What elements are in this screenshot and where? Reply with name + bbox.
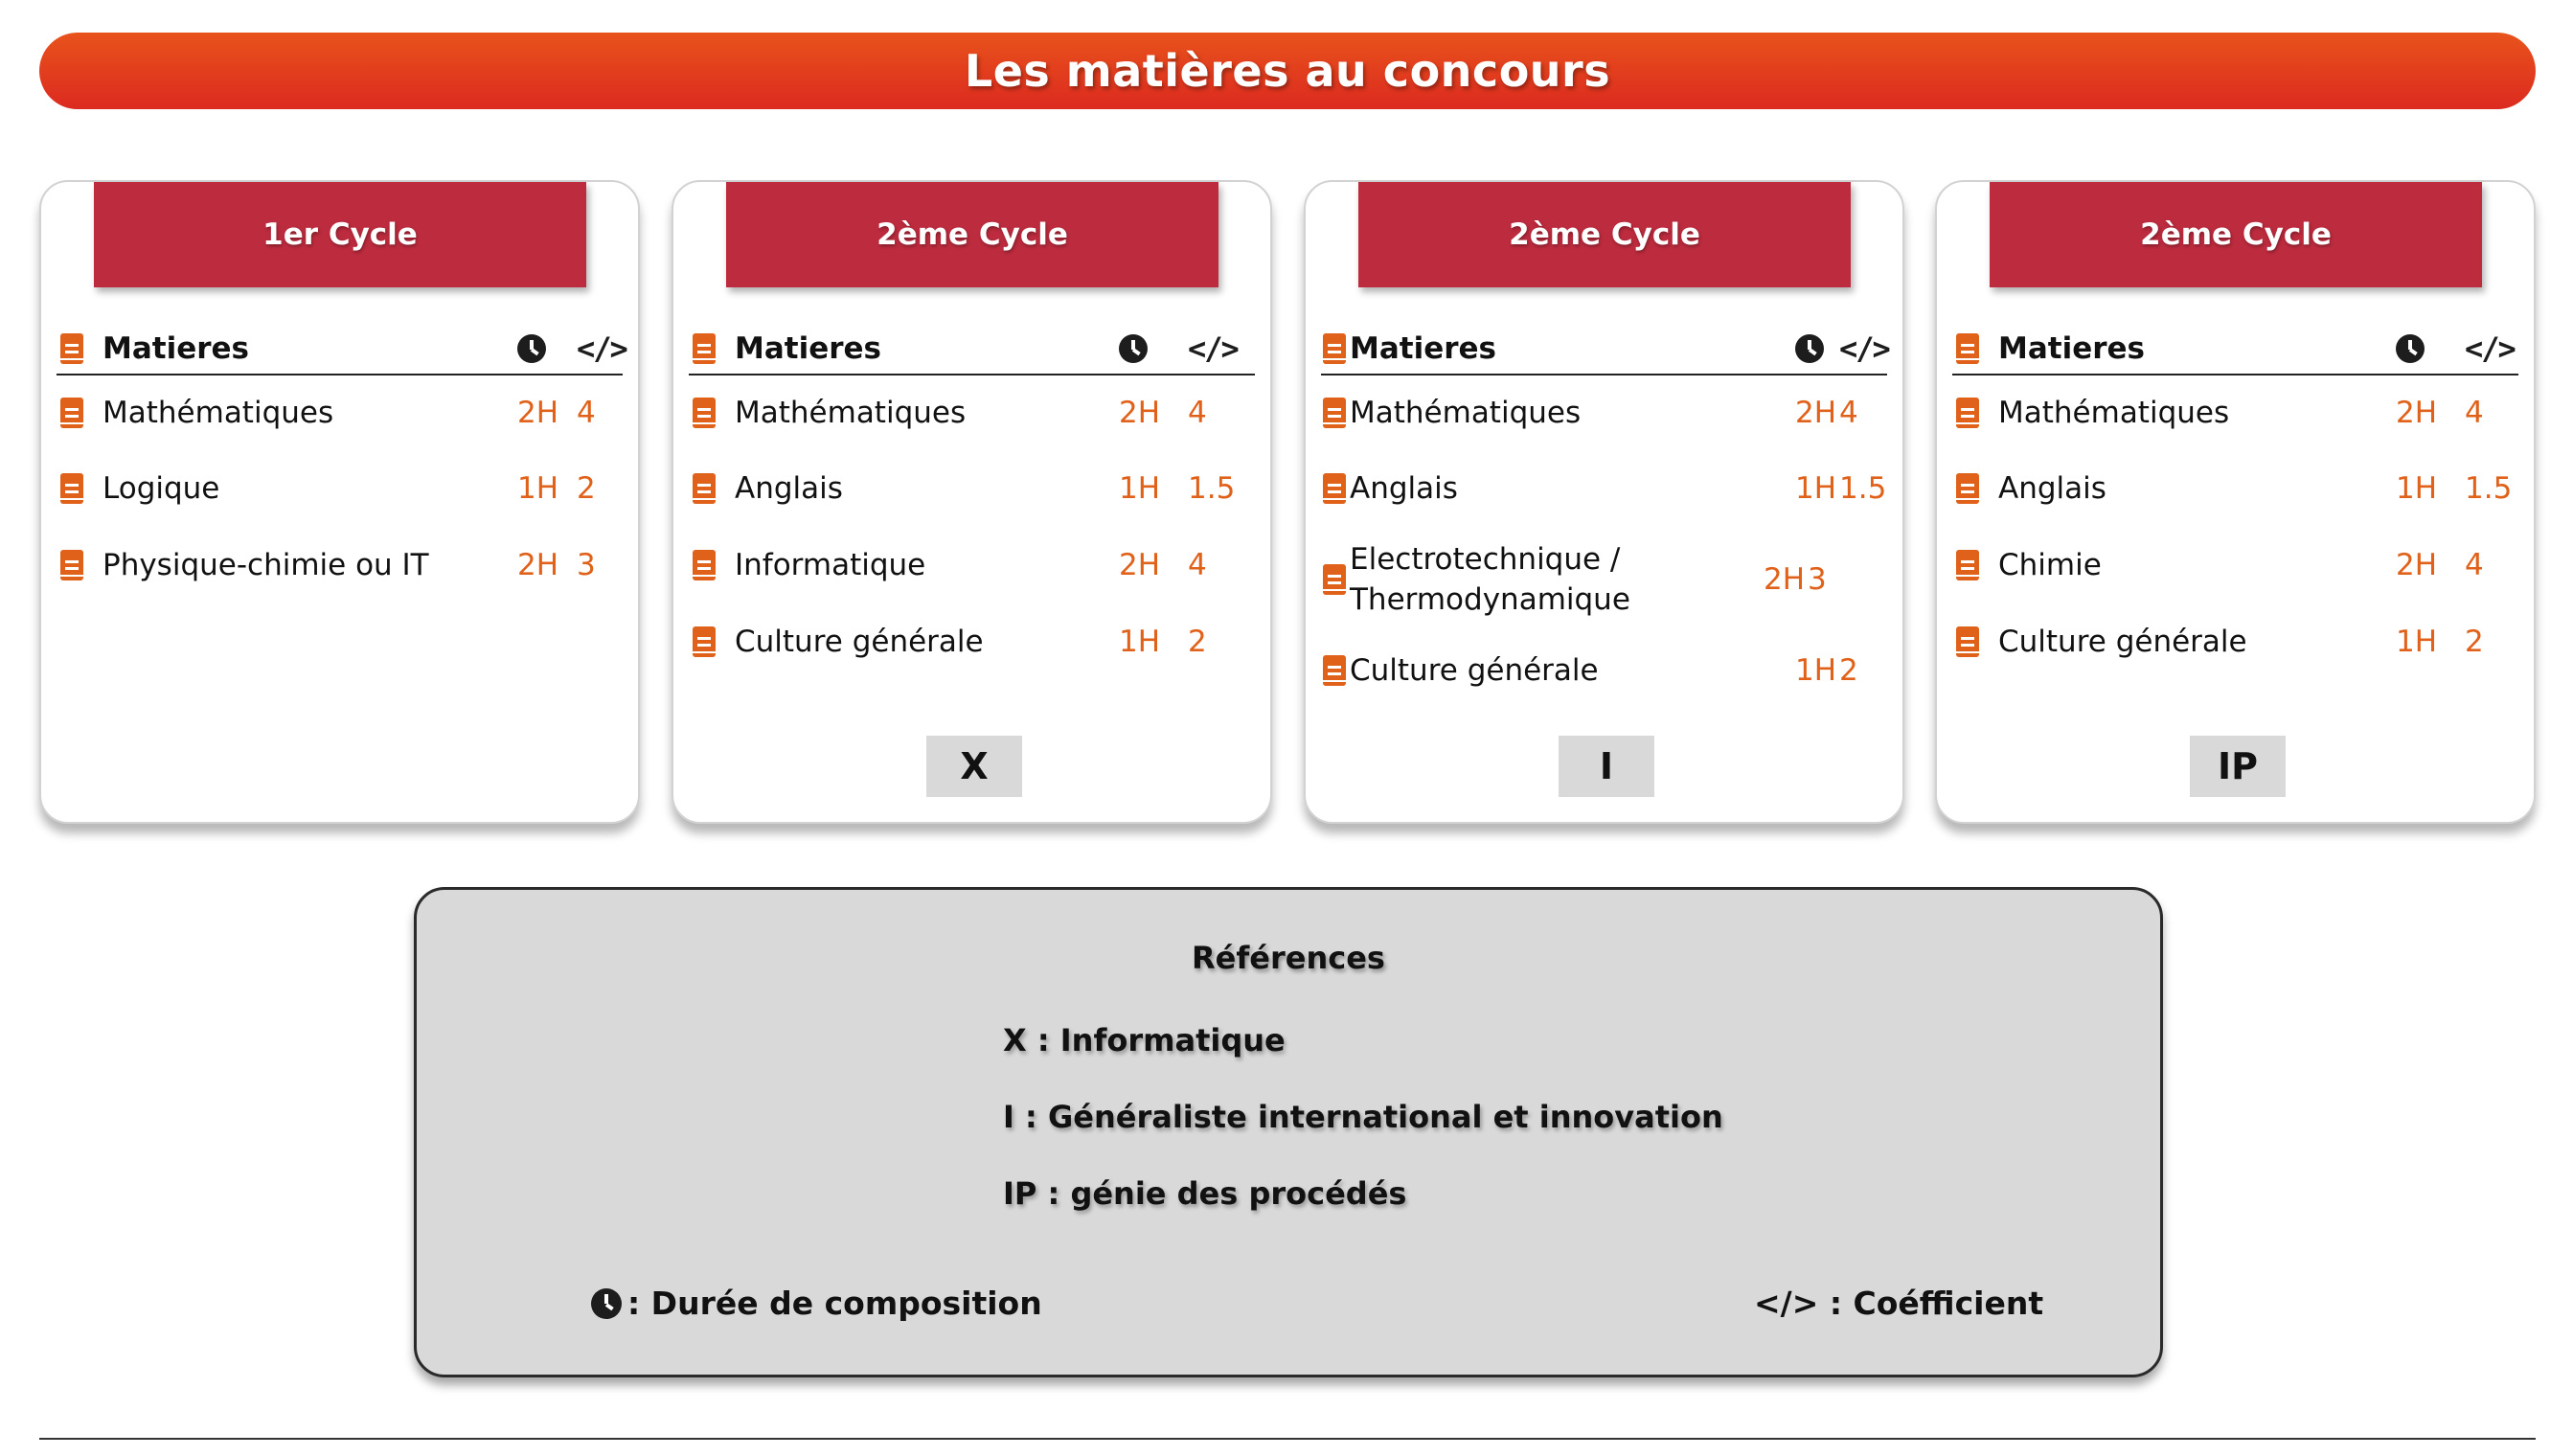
coefficient-value: 1.5 [2465, 471, 2513, 506]
table-row [57, 450, 623, 527]
duration-value: 1H [517, 471, 559, 506]
duration-value: 1H [1795, 471, 1837, 506]
table-row [1321, 450, 1887, 527]
subjects-table [1321, 324, 1887, 709]
coefficient-value: 4 [1839, 396, 1858, 430]
duration-value: 2H [1119, 548, 1161, 582]
table-row [57, 527, 623, 603]
card-2eme-cycle-ip [1935, 180, 2536, 824]
book-icon [60, 550, 83, 580]
coefficient-value: 4 [577, 396, 596, 430]
subject-name: Mathématiques [1998, 396, 2230, 430]
program-badge: IP [2190, 736, 2286, 797]
code-icon: </> [577, 330, 626, 367]
references-title: Références [1192, 940, 1385, 976]
column-header-subjects: Matieres [735, 331, 882, 366]
card-header [1358, 182, 1851, 287]
book-icon [1323, 473, 1346, 504]
coefficient-value: 4 [1188, 396, 1207, 430]
table-row [1321, 375, 1887, 450]
book-icon [1956, 550, 1979, 580]
duration-value: 1H [1119, 471, 1161, 506]
footer-divider [39, 1438, 2536, 1440]
duration-value: 2H [517, 548, 559, 582]
legend-coefficient [1754, 1285, 2043, 1322]
duration-value: 2H [1795, 396, 1837, 430]
clock-icon [2396, 334, 2425, 363]
column-header-subjects: Matieres [1350, 331, 1497, 366]
table-header-row [1321, 324, 1887, 375]
table-header-row [689, 324, 1255, 375]
card-header-label: 2ème Cycle [877, 217, 1068, 252]
subject-name: Informatique [735, 548, 926, 582]
subjects-table [57, 324, 626, 603]
column-header-subjects: Matieres [102, 331, 250, 366]
coefficient-value: 2 [1839, 653, 1858, 688]
book-icon [693, 398, 716, 428]
book-icon [693, 550, 716, 580]
table-row [57, 375, 623, 450]
coefficient-value: 4 [2465, 548, 2484, 582]
book-icon [693, 333, 716, 364]
clock-icon [517, 334, 546, 363]
book-icon [1956, 398, 1979, 428]
table-row [1321, 632, 1887, 709]
duration-value: 1H [2396, 471, 2438, 506]
duration-value: 1H [1119, 625, 1161, 659]
table-row [1321, 527, 1887, 632]
duration-value: 2H [1764, 562, 1806, 597]
subject-name: Mathématiques [102, 396, 334, 430]
subject-name: Mathématiques [735, 396, 967, 430]
book-icon [1323, 333, 1346, 364]
program-badge: I [1559, 736, 1654, 797]
subject-name: Electrotechnique / Thermodynamique [1350, 542, 1630, 617]
book-icon [60, 333, 83, 364]
card-header [726, 182, 1218, 287]
coefficient-value: 1.5 [1188, 471, 1236, 506]
clock-icon [1119, 334, 1148, 363]
subject-name: Anglais [735, 471, 843, 506]
card-1er-cycle [39, 180, 640, 824]
reference-item: X : Informatique [1003, 1022, 1286, 1058]
table-header-row [57, 324, 626, 375]
subject-name: Logique [102, 471, 220, 506]
page-title: Les matières au concours [964, 45, 1611, 97]
table-row [689, 603, 1255, 680]
table-row [689, 527, 1255, 603]
subject-name: Culture générale [1350, 653, 1599, 688]
subject-name: Physique-chimie ou IT [102, 548, 429, 582]
coefficient-value: 4 [1188, 548, 1207, 582]
table-row [689, 375, 1255, 450]
book-icon [1323, 655, 1346, 686]
coefficient-value: 2 [2465, 625, 2484, 659]
duration-value: 2H [2396, 396, 2438, 430]
subject-name: Culture générale [735, 625, 984, 659]
duration-value: 1H [1795, 653, 1837, 688]
subject-name: Mathématiques [1350, 396, 1582, 430]
duration-value: 2H [517, 396, 559, 430]
table-row [1952, 450, 2518, 527]
coefficient-value: 3 [577, 548, 596, 582]
program-badge: X [926, 736, 1022, 797]
column-header-subjects: Matieres [1998, 331, 2146, 366]
card-2eme-cycle-i [1304, 180, 1904, 824]
subject-name: Chimie [1998, 548, 2102, 582]
book-icon [1956, 473, 1979, 504]
table-row [1952, 375, 2518, 450]
table-header-row [1952, 324, 2518, 375]
code-icon: </> [1839, 330, 1889, 367]
book-icon [693, 626, 716, 657]
book-icon [60, 473, 83, 504]
legend-coefficient-label: </> : Coéfficient [1754, 1285, 2044, 1322]
card-header [94, 182, 586, 287]
coefficient-value: 2 [1188, 625, 1207, 659]
card-header-label: 2ème Cycle [1509, 217, 1700, 252]
book-icon [1956, 626, 1979, 657]
code-icon: </> [2465, 330, 2515, 367]
clock-icon [1795, 334, 1824, 363]
card-header-label: 1er Cycle [262, 217, 418, 252]
book-icon [1323, 398, 1346, 428]
book-icon [1956, 333, 1979, 364]
table-row [689, 450, 1255, 527]
duration-value: 2H [1119, 396, 1161, 430]
coefficient-value: 1.5 [1839, 471, 1887, 506]
coefficient-value: 2 [577, 471, 596, 506]
duration-value: 2H [2396, 548, 2438, 582]
subject-name: Anglais [1350, 471, 1458, 506]
subjects-table [689, 324, 1255, 680]
card-header [1990, 182, 2482, 287]
table-row [1952, 527, 2518, 603]
book-icon [1323, 564, 1346, 595]
duration-value: 1H [2396, 625, 2438, 659]
title-banner [39, 33, 2536, 109]
coefficient-value: 4 [2465, 396, 2484, 430]
subject-name: Culture générale [1998, 625, 2247, 659]
subject-name: Anglais [1998, 471, 2106, 506]
card-2eme-cycle-x [672, 180, 1272, 824]
references-panel [414, 887, 2163, 1377]
card-header-label: 2ème Cycle [2140, 217, 2332, 252]
reference-item: I : Généraliste international et innovation [1003, 1099, 1723, 1135]
code-icon: </> [1188, 330, 1238, 367]
book-icon [693, 473, 716, 504]
legend-duration [591, 1285, 1042, 1322]
table-row [1952, 603, 2518, 680]
reference-item: IP : génie des procédés [1003, 1175, 1407, 1212]
clock-icon [591, 1288, 622, 1319]
coefficient-value: 3 [1808, 562, 1827, 597]
book-icon [60, 398, 83, 428]
legend-duration-label: : Durée de composition [627, 1285, 1042, 1322]
subjects-table [1952, 324, 2518, 680]
